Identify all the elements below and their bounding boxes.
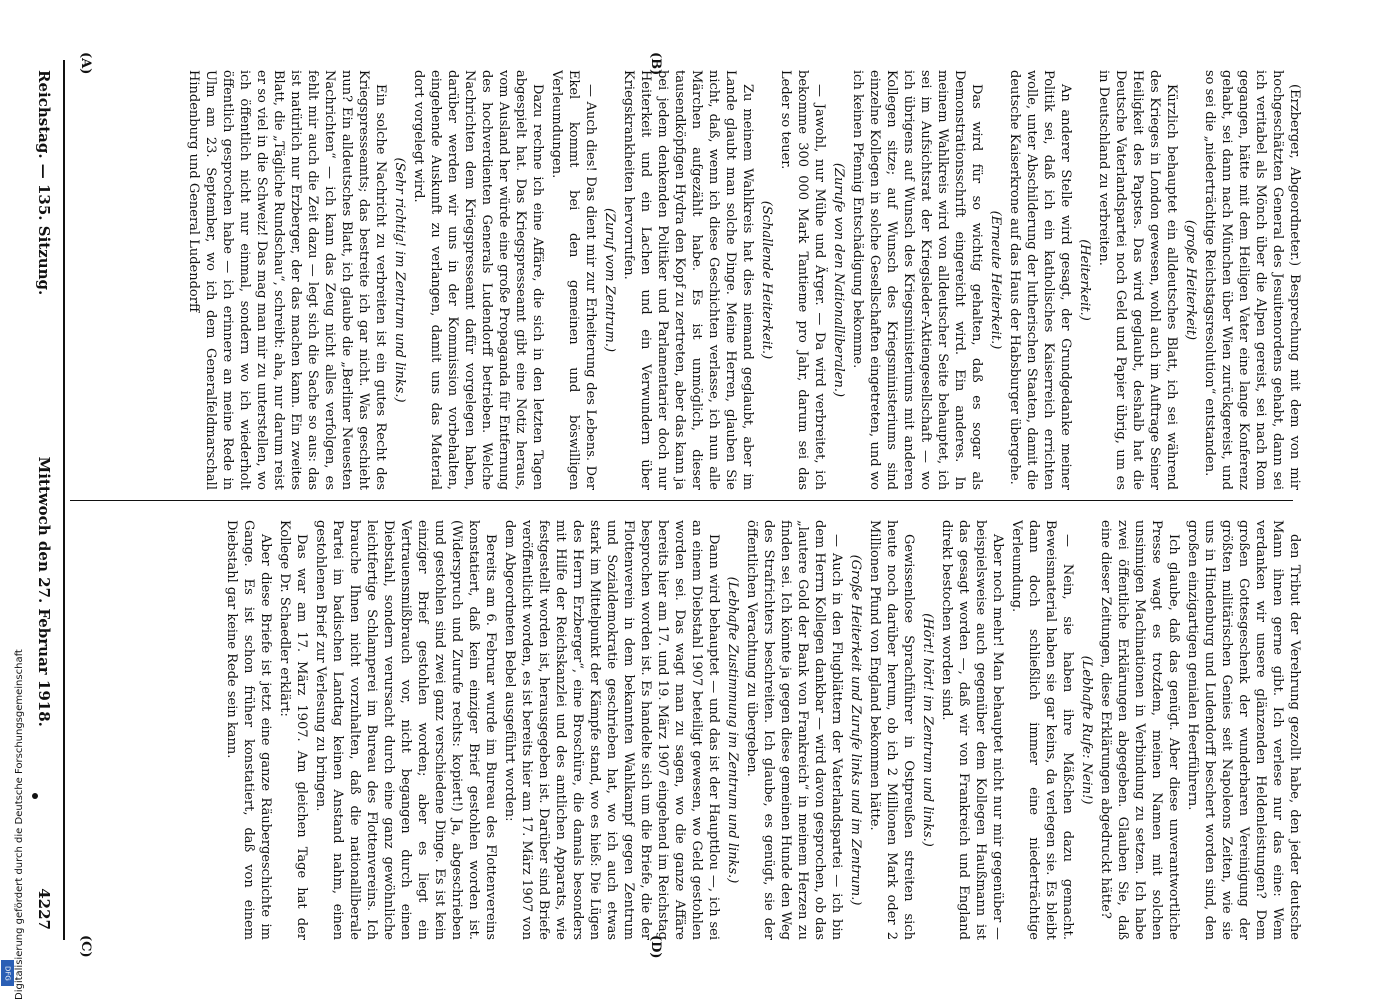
interjection: (Zurufe von den Nationalliberalen.) bbox=[831, 162, 846, 398]
scan-dot bbox=[32, 793, 38, 799]
paragraph: den Tribut der Verehrung gezollt habe, den jeder deutsche Mann ihnen gerne gibt. Ich verlese nur das eine: Wem verdanken wir unsere glänzenden Heldenleistungen? Dem großen Gottesgeschenk der wunderbaren Vereinigung der größten militärischen Genies seit Napoleons Zeiten, wie sie uns in Hindenburg und Ludendorff beschert worden sind, den großen einzigartigen genialen Heerführern. bbox=[1185, 520, 1302, 940]
page-header bbox=[33, 70, 55, 930]
paragraph: — Auch in den Flugblättern der Vaterlandspartei — ich bin dem Herrn Kollegen dankbar — wird davon gesprochen, ob das „lautere Gold der Bank von Frankreich“ in meinem Herzen zu finden sei. Ich könnte ja gegen diese gemeinen Hunde den Weg des Strafrichters beschreiten. Ich glaube, es genügt, sie der öffentlichen Verachtung zu übergeben. bbox=[744, 520, 844, 940]
paragraph: Das wird für so wichtig gehalten, daß es sogar als Demonstrationsschrift eingereicht wird. Ein anderes. In meinem Wahlkreis wird von alldeutscher Seite behauptet, ich sei im Aufsichtsrat der Kriegsleder-Aktiengesellschaft — wo ich übrigens auf Wunsch des Kriegsministeriums mit anderen Kollegen sitze; auf Wunsch des Kriegsministeriums sind einzelne Kollegen in solche Gesellschaften eingetreten, und wo ich keinen Pfennig Entschädigung bekomme. bbox=[850, 70, 984, 490]
paragraph: (Erzberger, Abgeordneter.) Besprechung mit dem von mir hochgeschätzten General des Jesuitenordens gehabt, dann sei ich veritabel als Mönch über die Alpen gereist, sei nach Rom gegangen, hätte mit dem Heiligen Vater eine lange Konferenz gehabt, sei dann nach München über Wien zurückgereist, und so sei die „niederträchtige Reichstagsresolution“ entstanden. bbox=[1202, 70, 1302, 490]
paragraph: Das war am 17. März 1907. Am gleichen Tage hat der Kollege Dr. Schaedler erklärt: bbox=[277, 520, 309, 940]
header-left: Reichstag. — 135. Sitzung. bbox=[35, 70, 53, 296]
paragraph: Aber noch mehr! Man behauptet nicht nur mir gegenüber — beispielsweise auch gegenüber dem Kollegen Haußmann ist das gesagt worden —, daß wir von Frankreich und England direkt bestochen worden sind. bbox=[939, 520, 1005, 940]
header-rule bbox=[63, 60, 65, 940]
interjection: (große Heiterkeit) bbox=[1183, 219, 1198, 341]
paragraph: Dann wird behauptet — und das ist der Haupttlou —, ich sei an einem Diebstahl 1907 beteiligt gewesen, wo Geld gestohlen worden sei. Das wagt man zu sagen, wo die ganze Affäre bereits hier am 17. und 19. März 1907 eingehend im Reichstag besprochen worden ist. Es handelte sich um die Briefe, die der Flottenverein in dem bekannten Wahlkampf gegen Zentrum und Sozialdemokratie geschrieben hat, wo ich auch etwas stark im Mittelpunkt der Kämpfe stand, wo es hieß: Die Lügen des Herrn Erzberger“, eine Broschüre, die damals besonders mit Hilfe der Reichskanzlei und des amtlichen Apparats, wie festgestellt worden ist, herausgegeben ist. Darüber sind Briefe veröffentlicht worden, es ist bereits hier am 17. März 1907 von dem Abgeordneten Bebel ausgeführt worden: bbox=[502, 520, 721, 940]
dfg-logo: DFG bbox=[1, 960, 14, 986]
paragraph: Ich glaube, daß das genügt. Aber diese unverantwortliche Presse wagt es trotzdem, meinen Namen mit solchen unsinnigen Machinationen in Verbindung zu setzen. Ich habe zwei öffentliche Erklärungen abgegeben. Glauben Sie, daß eine dieser Zeitungen, diese Erklärungen abgedruckt hätte? bbox=[1098, 520, 1181, 940]
paragraph: Zu meinem Wahlkreis hat dies niemand geglaubt, aber im Lande glaubt man solche Dinge. Meine Herren, glauben Sie nicht, daß, wenn ich diese Geschichten verlasse, ich nun alle Märchen aufgezählt habe. Es ist unmöglich, dieser tausendköpfigen Hydra den Kopf zu zertreten, aber das kann ja bei jedem denkenden Politiker und Parlamentarier doch nur Heiterkeit und ein Lachen und ein Verwundern über Kriegskrankheiten hervorrufen. bbox=[621, 70, 755, 490]
interjection: (Große Heiterkeit und Zurufe links und im Zentrum.) bbox=[848, 554, 863, 906]
quotation: Aber diese Briefe ist jetzt eine ganze Räubergeschichte im Gange. Es ist schon früher konstatiert, daß von einem Diebstahl gar keine Rede sein kann. bbox=[224, 520, 273, 940]
paragraph: Gewissenlose Sprachführer in Ostpreußen streiten sich heute noch darüber herum, ob ich 2 Millionen Mark oder 2 Millionen Pfund von England bekommen hätte. bbox=[867, 520, 916, 940]
right-column bbox=[73, 520, 1303, 940]
page-number: 4227 bbox=[35, 888, 53, 930]
paragraph: Dazu rechne ich eine Affäre, die sich in den letzten Tagen abgespielt hat. Das Kriegspresseamt gibt eine Notiz heraus, vom Ausland her würde eine große Propaganda für Entfernung des hochverdienten Generals Ludendorff betrieben. Welche Nachrichten dem Kriegspresseamt dafür vorgelegen haben, darüber werden wir uns in der Kommission vorbehalten, eingehende Auskunft zu verlangen, damit uns das Material dort vorgelegt wird. bbox=[411, 70, 545, 490]
digitization-credit: Digitalisierung gefördert durch die Deutsche Forschungsgemeinschaft bbox=[14, 649, 25, 1000]
paragraph: An anderer Stelle wird gesagt, der Grundgedanke meiner Politik sei, daß ich ein katholisches Kaiserreich errichten wolle, unter Abschilderung der lutherischen Staaten, damit die deutsche Kaiserkrone auf das Haus der Habsburger übergehe. bbox=[1007, 70, 1073, 490]
paragraph: — Jawohl, nur Mühe und Ärger. — Da wird verbreitet, ich bekomme 300 000 Mark Tantieme pro Jahr, darum sei das Leder so teuer. bbox=[778, 70, 827, 490]
interjection: (Hört! hört! im Zentrum und links.) bbox=[920, 613, 935, 847]
marker-c: (C) bbox=[78, 935, 93, 958]
interjection: (Schallende Heiterkeit.) bbox=[759, 200, 774, 360]
header-center: Mittwoch den 27. Februar 1918. bbox=[35, 456, 53, 727]
interjection: (Heiterkeit.) bbox=[1077, 239, 1092, 321]
interjection: (Sehr richtig! im Zentrum und links.) bbox=[392, 157, 407, 403]
paragraph: Kürzlich behauptet ein alldeutsches Blatt, ich sei während des Krieges in London gewesen, wohl auch im Auftrage Seiner Heiligkeit des Papstes. Das wird geglaubt, deshalb hat die Deutsche Vaterlandspartei noch Geld und Papier übrig, um es in Deutschland zu verbreiten. bbox=[1096, 70, 1179, 490]
paragraph: Ein solche Nachricht zu verbreiten ist ein gutes Recht des Kriegspresseamts; das bestreite ich gar nicht. Was geschieht nun? Ein alldeutsches Blatt, ich glaube die „Berliner Neuesten Nachrichten“ — ich kann das Zeug nicht alles verfolgen, es fehlt mir auch die Zeit dazu — legt sich die Sache so aus: das ist natürlich nur Erzberger, der das machen kann. Ein zweites Blatt, die „Tägliche Rundschau“, schreibt: aha, nur darum reist er so viel in die Schweiz! Das mag man mir zu unterstellen, wo ich öffentlich nicht nur einmal, sondern wo ich wiederholt öffentlich gesprochen habe — ich erinnere an meine Rede in Ulm am 23. September, wo ich dem Generalfeldmarschall Hindenburg und General Ludendorff bbox=[186, 70, 388, 490]
left-column bbox=[73, 70, 1303, 490]
interjection: (Erneute Heiterkeit.) bbox=[988, 210, 1003, 350]
marker-b: (B) bbox=[648, 52, 663, 76]
paragraph: — Auch dies! Das dient mir zur Erheiterung des Lebens. Der Ekel kommt bei den gemeinen und böswilligen Verleumdungen. bbox=[549, 70, 598, 490]
marker-a: (A) bbox=[78, 52, 93, 75]
quotation: Bereits am 6. Februar wurde im Bureau des Flottenvereins konstatiert, daß kein einziger Brief gestohlen worden ist. (Widerspruch und Zurufe rechts: kopiert!) Ja, abgeschrieben und gestohlen sind zwei ganz verschiedene Dinge. Es ist kein einziger Brief gestohlen worden; aber es liegt ein Vertrauensmißbrauch vor, nicht begangen durch einen Diebstahl, sondern verursacht durch eine ganz gewöhnliche leichtfertige Schlamperei im Bureau des Flottenvereins. Ich brauche Ihnen nicht vorzuhalten, daß die nationalliberale Partei im badischen Landtag keinen Anstand nahm, einen gestohlenen Brief zur Verlesung zu bringen. bbox=[313, 520, 498, 940]
paragraph: — Nein, sie haben ihre Mäßchen dazu gemacht. Beweismaterial haben sie gar keins, da verlegen sie. Es bleibt dann doch schließlich immer eine niederträchtige Verleumdung. bbox=[1009, 520, 1075, 940]
column-divider bbox=[70, 500, 1293, 501]
interjection: (Lebhafte Zustimmung im Zentrum und links.) bbox=[725, 576, 740, 884]
interjection: (Lebhafte Rufe: Nein!) bbox=[1079, 655, 1094, 805]
marker-d: (D) bbox=[648, 935, 663, 959]
interjection: (Zuruf vom Zentrum.) bbox=[602, 207, 617, 353]
